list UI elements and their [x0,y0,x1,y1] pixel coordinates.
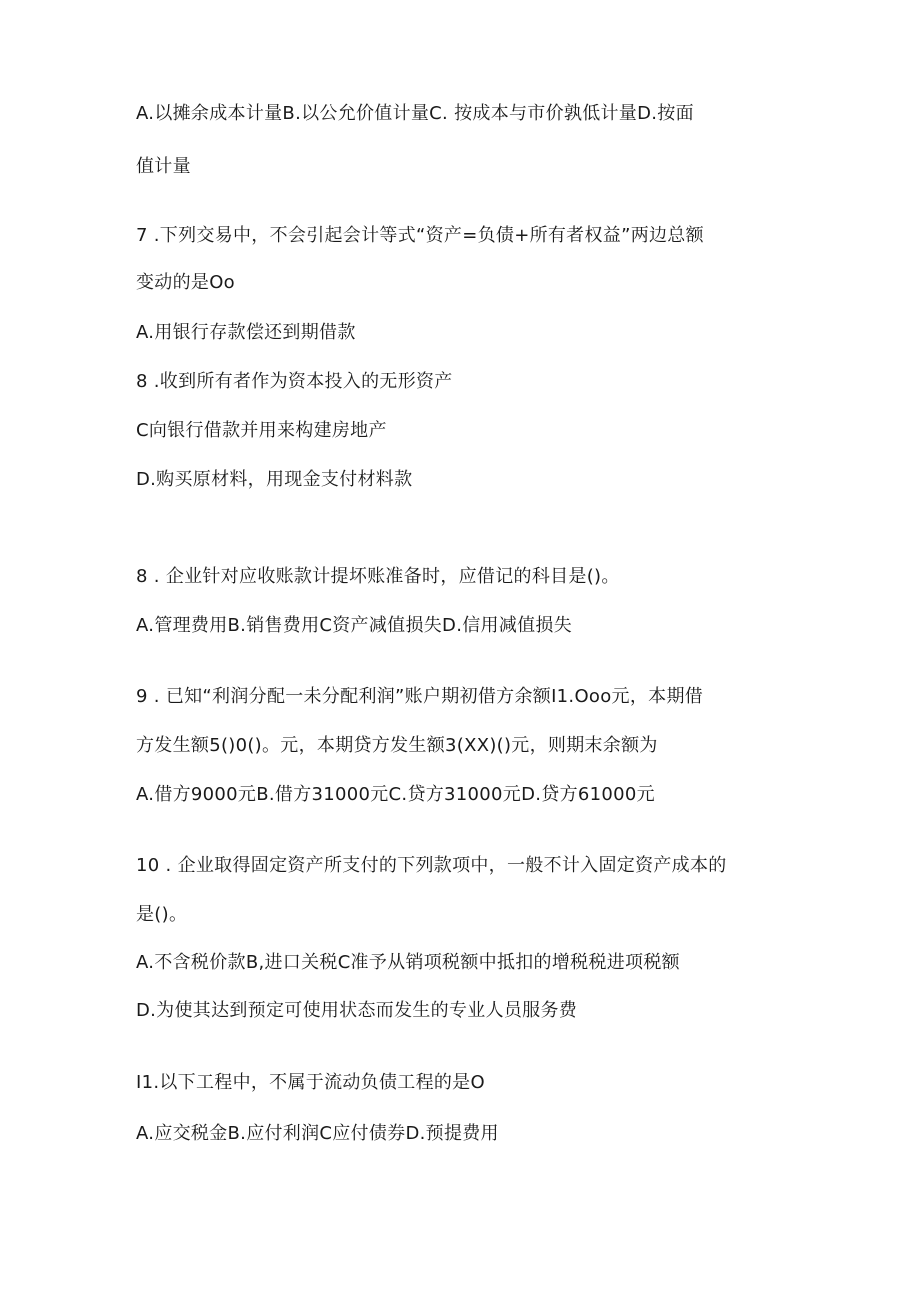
question-7: 7 .下列交易中，不会引起会计等式“资产=负债+所有者权益”两边总额 [136,225,704,246]
question-8: 8 . 企业针对应收账款计提坏账准备时，应借记的科目是()。 [136,566,620,587]
option-line: A.用银行存款偿还到期借款 [136,322,356,343]
question-9-continued: 方发生额5()0()。元，本期贷方发生额3(XX)()元，则期末余额为 [136,735,658,756]
option-line: A.以摊余成本计量B.以公允价值计量C. 按成本与市价孰低计量D.按面 [136,103,694,124]
option-line: D.购买原材料，用现金支付材料款 [136,469,413,490]
option-line: A.借方9000元B.借方31000元C.贷方31000元D.贷方61000元 [136,784,655,805]
option-line-continued: 值计量 [136,156,191,177]
option-line: A.管理费用B.销售费用C资产减值损失D.信用减值损失 [136,615,573,636]
question-10: 10 . 企业取得固定资产所支付的下列款项中，一般不计入固定资产成本的 [136,855,727,876]
question-10-continued: 是()。 [136,904,188,925]
question-7-continued: 变动的是Oo [136,272,235,293]
option-line: C向银行借款并用来构建房地产 [136,420,387,441]
question-9: 9 . 已知“利润分配一未分配利润”账户期初借方余额I1.Ooo元，本期借 [136,686,704,707]
option-line: D.为使其达到预定可使用状态而发生的专业人员服务费 [136,1000,578,1021]
option-line: 8 .收到所有者作为资本投入的无形资产 [136,371,453,392]
option-line: A.不含税价款B,进口关税C准予从销项税额中抵扣的增税税进项税额 [136,952,680,973]
question-11: I1.以下工程中，不属于流动负债工程的是O [136,1072,485,1093]
option-line: A.应交税金B.应付利润C应付债券D.预提费用 [136,1123,499,1144]
